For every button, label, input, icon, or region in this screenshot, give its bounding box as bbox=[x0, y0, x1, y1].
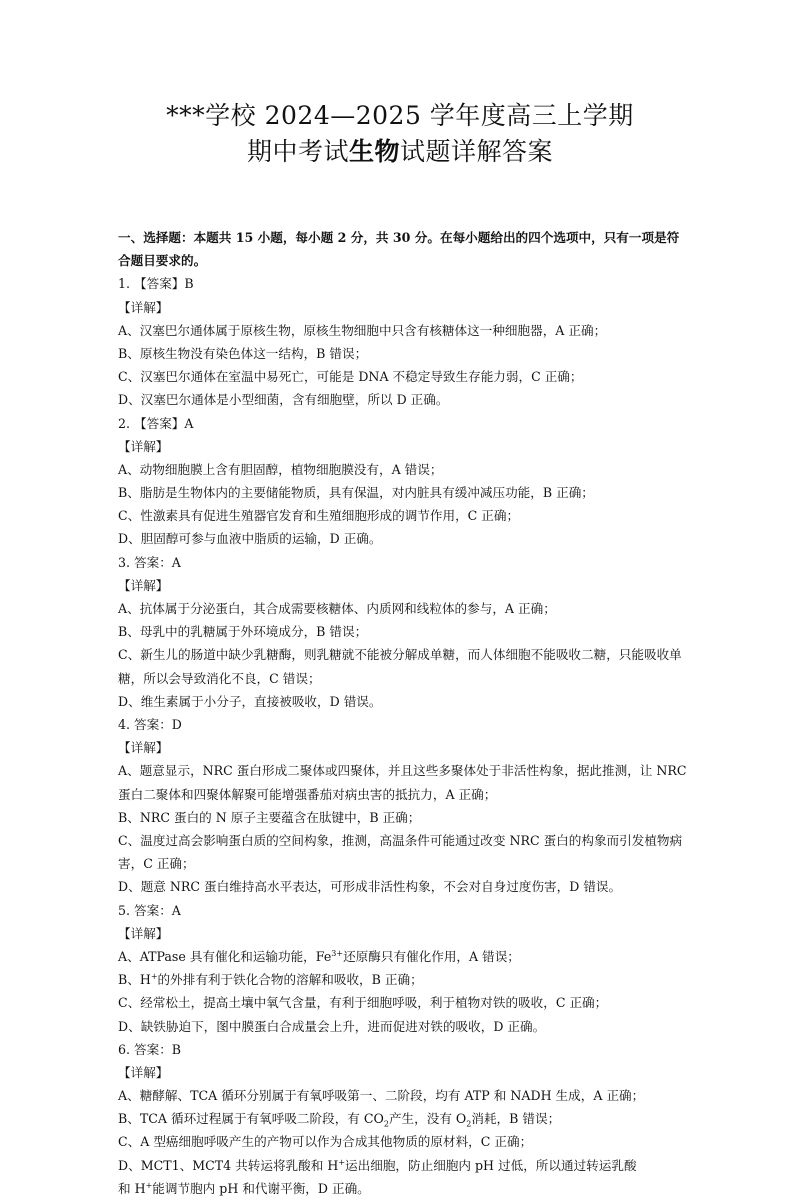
explanation-line: C、汉塞巴尔通体在室温中易死亡，可能是 DNA 不稳定导致生存能力弱，C 正确； bbox=[118, 369, 583, 385]
superscript: + bbox=[145, 1180, 153, 1190]
explanation-line: C、温度过高会影响蛋白质的空间构象，推测，高温条件可能通过改变 NRC 蛋白的构象而引发植物病害，C 正确； bbox=[118, 832, 683, 872]
detail-label: 【详解】 bbox=[118, 740, 169, 756]
title-subject: 生物 bbox=[348, 137, 400, 166]
explanation-line: D、题意 NRC 蛋白维持高水平表达，可形成非活性构象，不会对自身过度伤害，D 错误。 bbox=[118, 879, 622, 895]
explanation-line: C、经常松土，提高土壤中氧气含量，有利于细胞呼吸，利于植物对铁的吸收，C 正确； bbox=[118, 995, 608, 1011]
superscript: 3+ bbox=[331, 948, 344, 958]
explanation-line bbox=[118, 1107, 688, 1130]
text-segment: 消耗，B 错误； bbox=[471, 1111, 561, 1127]
subscript: 2 bbox=[466, 1119, 472, 1129]
answer-line: 4. 答案：D bbox=[118, 717, 182, 732]
explanation-line bbox=[118, 945, 688, 968]
explanation-line: C、新生儿的肠道中缺少乳糖酶，则乳糖就不能被分解成单糖，而人体细胞不能吸收二糖，只能吸收单糖，所以会导致消化不良，C 错误； bbox=[118, 647, 682, 686]
explanation-line: B、母乳中的乳糖属于外环境成分，B 错误； bbox=[118, 624, 368, 640]
explanation-line: D、胆固醇可参与血液中脂质的运输，D 正确。 bbox=[118, 531, 382, 547]
explanation-line: A、抗体属于分泌蛋白，其合成需要核糖体、内质网和线粒体的参与，A 正确； bbox=[118, 601, 556, 617]
explanation-line bbox=[118, 968, 688, 991]
explanation-line: D、汉塞巴尔通体是小型细菌，含有细胞壁，所以 D 正确。 bbox=[118, 392, 449, 408]
explanation-line: A、汉塞巴尔通体属于原核生物，原核生物细胞中只含有核糖体这一种细胞器，A 正确； bbox=[118, 322, 607, 338]
text-segment: 运出细胞，防止细胞内 pH 过低，所以通过转运乳酸 bbox=[345, 1157, 637, 1173]
detail-label: 【详解】 bbox=[118, 925, 169, 941]
text-segment: 和 H bbox=[118, 1180, 146, 1196]
text-segment: 还原酶只有催化作用，A 错误； bbox=[343, 948, 520, 964]
text-segment: A、ATPase 具有催化和运输功能，Fe bbox=[118, 948, 332, 964]
detail-label: 【详解】 bbox=[118, 577, 169, 593]
subscript: 2 bbox=[383, 1119, 389, 1129]
text-segment: 产生，没有 O bbox=[388, 1111, 467, 1127]
explanation-line: A、糖酵解、TCA 循环分别属于有氧呼吸第一、二阶段，均有 ATP 和 NADH 生成，A 正确； bbox=[118, 1088, 645, 1104]
answer-line: 1. 【答案】B bbox=[118, 276, 194, 292]
title-prefix: 期中考试 bbox=[246, 137, 349, 166]
explanation-line: C、A 型癌细胞呼吸产生的产物可以作为合成其他物质的原材料，C 正确； bbox=[118, 1134, 533, 1150]
answer-line: 5. 答案：A bbox=[118, 902, 181, 918]
answer-line: 6. 答案：B bbox=[118, 1041, 182, 1057]
explanation-line bbox=[118, 1177, 688, 1200]
answer-content bbox=[118, 226, 688, 1200]
text-segment: 的外排有利于铁化合物的溶解和吸收，B 正确； bbox=[157, 972, 423, 988]
detail-label: 【详解】 bbox=[118, 438, 169, 454]
answer-line: 2. 【答案】A bbox=[118, 415, 194, 431]
title-line-1: ***学校 2024—2025 学年度高三上学期 bbox=[166, 101, 634, 130]
superscript: + bbox=[338, 1157, 346, 1167]
explanation-line: C、性激素具有促进生殖器官发育和生殖细胞形成的调节作用，C 正确； bbox=[118, 508, 520, 524]
detail-label: 【详解】 bbox=[118, 299, 169, 315]
explanation-line: A、动物细胞膜上含有胆固醇，植物细胞膜没有，A 错误； bbox=[118, 461, 443, 477]
text-segment: B、H bbox=[118, 972, 151, 988]
title-suffix: 试题详解答案 bbox=[400, 137, 554, 166]
explanation-line: A、题意显示，NRC 蛋白形成二聚体或四聚体，并且这些多聚体处于非活性构象，据此推测，让 NRC 蛋白二聚体和四聚体解聚可能增强番茄对病虫害的抵抗力，A 正确； bbox=[118, 763, 687, 802]
explanation-line: B、NRC 蛋白的 N 原子主要蕴含在肽键中，B 正确； bbox=[118, 809, 421, 825]
answer-line: 3. 答案：A bbox=[118, 554, 181, 570]
title-line-2 bbox=[0, 132, 800, 168]
explanation-line: B、脂肪是生物体内的主要储能物质，具有保温，对内脏具有缓冲减压功能，B 正确； bbox=[118, 485, 594, 501]
superscript: + bbox=[150, 971, 158, 981]
explanation-line: B、原核生物没有染色体这一结构，B 错误； bbox=[118, 345, 368, 361]
explanation-line bbox=[118, 1154, 688, 1177]
text-segment: 能调节胞内 pH 和代谢平衡，D 正确。 bbox=[152, 1180, 370, 1196]
detail-label: 【详解】 bbox=[118, 1064, 169, 1080]
text-segment: B、TCA 循环过程属于有氧呼吸二阶段，有 CO bbox=[118, 1111, 384, 1127]
explanation-line: D、缺铁胁迫下，图中膜蛋白合成量会上升，进而促进对铁的吸收，D 正确。 bbox=[118, 1018, 546, 1034]
section-heading: 一、选择题：本题共 15 小题，每小题 2 分，共 30 分。在每小题给出的四个选项中，只有一项是符合题目要求的。 bbox=[118, 230, 680, 269]
text-segment: D、MCT1、MCT4 共转运将乳酸和 H bbox=[118, 1157, 339, 1173]
explanation-line: D、维生素属于小分子，直接被吸收，D 错误。 bbox=[118, 693, 382, 709]
